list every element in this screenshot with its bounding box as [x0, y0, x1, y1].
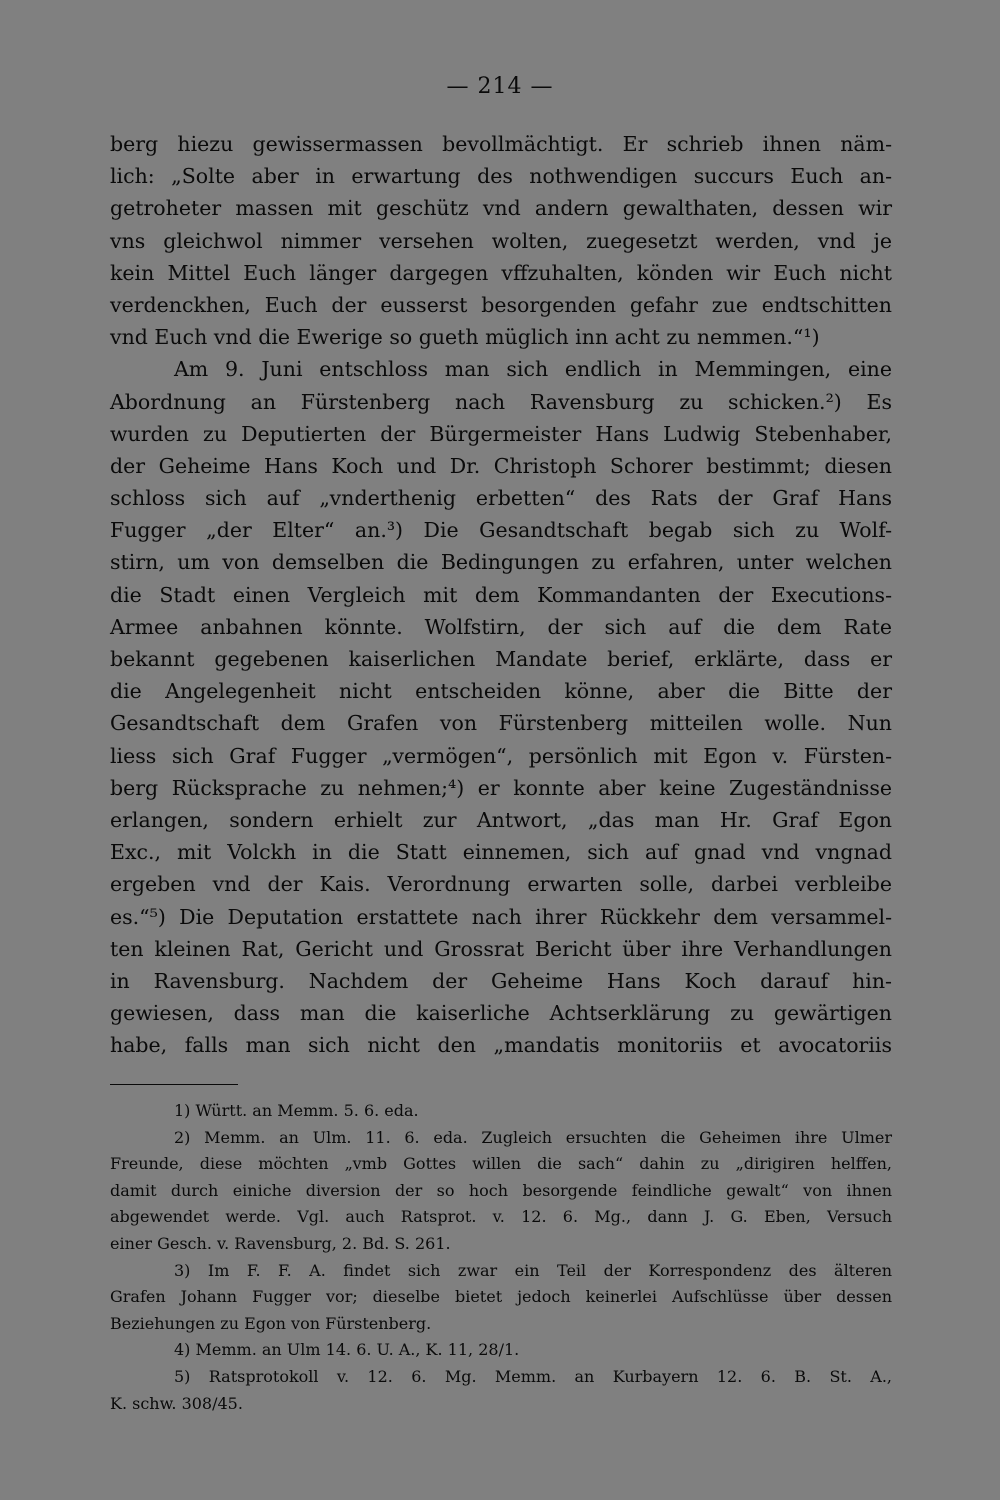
body-line: Exc., mit Volckh in die Statt einnemen, sich auf gnad vnd vngnad — [110, 840, 892, 865]
body-line: Fugger „der Elter“ an.³) Die Gesandtschaft begab sich zu Wolf- — [110, 518, 892, 543]
footnote-line: einer Gesch. v. Ravensburg, 2. Bd. S. 261. — [110, 1233, 451, 1253]
body-line: Armee anbahnen könnte. Wolfstirn, der sich auf die dem Rate — [110, 614, 892, 639]
body-line: es.“⁵) Die Deputation erstattete nach ihrer Rückkehr dem versammel- — [110, 904, 892, 929]
footnote-line: Beziehungen zu Egon von Fürstenberg. — [110, 1313, 432, 1333]
body-line: berg hiezu gewissermassen bevollmächtigt. Er schrieb ihnen näm- — [110, 132, 892, 156]
footnote-line: 2) Memm. an Ulm. 11. 6. eda. Zugleich ersuchten die Geheimen ihre Ulmer — [174, 1127, 892, 1147]
body-line: schloss sich auf „vnderthenig erbetten“ des Rats der Graf Hans — [110, 486, 892, 511]
footnote-line: Grafen Johann Fugger vor; dieselbe bietet jedoch keinerlei Aufschlüsse über dessen — [110, 1287, 892, 1307]
body-line: stirn, um von demselben die Bedingungen zu erfahren, unter welchen — [110, 550, 892, 575]
body-line: ergeben vnd der Kais. Verordnung erwarten solle, darbei verbleibe — [110, 872, 892, 897]
footnote-line: 4) Memm. an Ulm 14. 6. U. A., K. 11, 28/1. — [174, 1340, 520, 1360]
body-line: verdenckhen, Euch der eusserst besorgenden gefahr zue endtschitten — [110, 292, 892, 317]
body-line: vnd Euch vnd die Ewerige so gueth müglich inn acht zu nemmen.“¹) — [110, 325, 820, 350]
body-line: bekannt gegebenen kaiserlichen Mandate berief, erklärte, dass er — [110, 647, 892, 671]
footnote-line: 3) Im F. F. A. findet sich zwar ein Teil der Korrespondenz des älteren — [174, 1260, 892, 1280]
footnote-line: 1) Württ. an Memm. 5. 6. eda. — [174, 1101, 419, 1120]
body-line: die Angelegenheit nicht entscheiden könne, aber die Bitte der — [110, 679, 892, 704]
footnote-line: K. schw. 308/45. — [110, 1393, 243, 1413]
body-line: habe, falls man sich nicht den „mandatis monitoriis et avocatoriis — [110, 1033, 892, 1058]
body-line: Abordnung an Fürstenberg nach Ravensburg zu schicken.²) Es — [110, 389, 892, 414]
body-line: getroheter massen mit geschütz vnd andern gewalthaten, dessen wir — [110, 196, 892, 221]
body-line: berg Rücksprache zu nehmen;⁴) er konnte aber keine Zugeständnisse — [110, 775, 892, 800]
body-line: Gesandtschaft dem Grafen von Fürstenberg mitteilen wolle. Nun — [110, 711, 892, 736]
page-number: — 214 — — [446, 74, 554, 99]
footnotes — [110, 1098, 892, 1417]
body-line: vns gleichwol nimmer versehen wolten, zuegesetzt werden, vnd je — [110, 228, 892, 253]
body-line: ten kleinen Rat, Gericht und Grossrat Bericht über ihre Verhandlungen — [110, 936, 892, 961]
footnote-divider — [110, 1084, 238, 1085]
body-line: gewiesen, dass man die kaiserliche Achtserklärung zu gewärtigen — [110, 1001, 892, 1026]
body-line: kein Mittel Euch länger dargegen vffzuhalten, könden wir Euch nicht — [110, 260, 892, 285]
body-line: in Ravensburg. Nachdem der Geheime Hans Koch darauf hin- — [110, 968, 892, 993]
footnote-line: 5) Ratsprotokoll v. 12. 6. Mg. Memm. an Kurbayern 12. 6. B. St. A., — [174, 1366, 892, 1386]
body-line: die Stadt einen Vergleich mit dem Kommandanten der Executions- — [110, 582, 892, 607]
body-line: lich: „Solte aber in erwartung des nothwendigen succurs Euch an- — [110, 164, 892, 189]
body-line: der Geheime Hans Koch und Dr. Christoph Schorer bestimmt; diesen — [110, 453, 892, 478]
body-line: wurden zu Deputierten der Bürgermeister Hans Ludwig Stebenhaber, — [110, 421, 892, 446]
footnote-line: Freunde, diese möchten „vmb Gottes willen die sach“ dahin zu „dirigiren helffen, — [110, 1154, 892, 1174]
footnote-line: abgewendet werde. Vgl. auch Ratsprot. v. 12. 6. Mg., dann J. G. Eben, Versuch — [110, 1207, 892, 1227]
body-line: liess sich Graf Fugger „vermögen“, persönlich mit Egon v. Fürsten- — [110, 743, 892, 768]
footnote-line: damit durch einiche diversion der so hoch besorgende feindliche gewalt“ von ihnen — [110, 1180, 892, 1200]
body-line: erlangen, sondern erhielt zur Antwort, „das man Hr. Graf Egon — [110, 807, 892, 832]
body-text — [110, 128, 892, 1061]
body-line: Am 9. Juni entschloss man sich endlich in Memmingen, eine — [174, 357, 892, 382]
